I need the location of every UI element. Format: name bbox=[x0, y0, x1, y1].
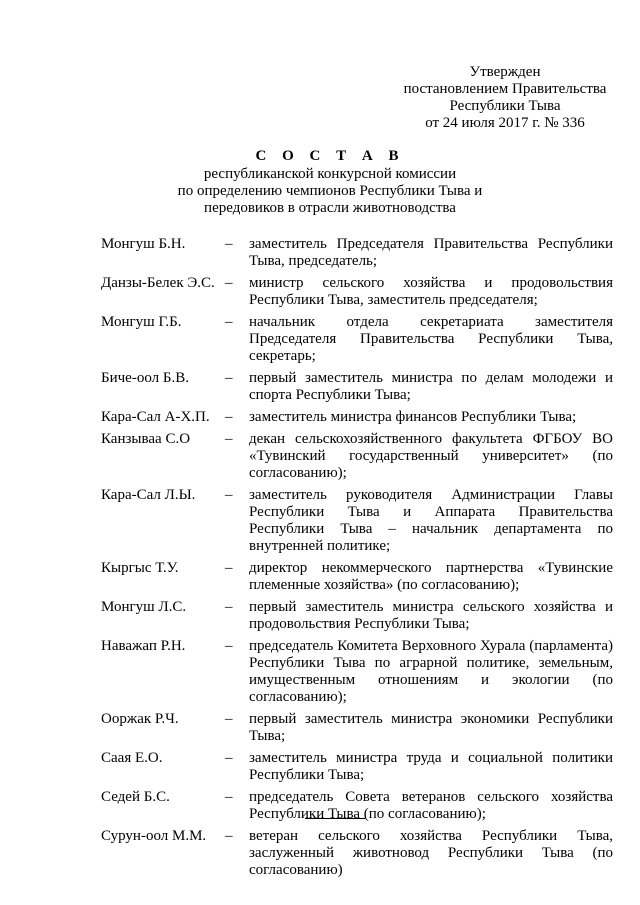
dash-separator: – bbox=[225, 431, 233, 447]
dash-separator: – bbox=[225, 638, 233, 654]
member-role: заместитель министра финансов Республики Тыва; bbox=[249, 409, 577, 425]
dash-separator: – bbox=[225, 560, 233, 576]
dash-separator: – bbox=[225, 828, 233, 844]
approval-line: постановлением Правительства bbox=[403, 81, 607, 97]
dash-separator: – bbox=[225, 599, 233, 615]
document-title: С О С Т А В bbox=[255, 148, 405, 164]
member-role: председатель Совета ветеранов сельского хозяйства Республики Тыва (по согласованию); bbox=[249, 789, 613, 822]
member-name: Данзы-Белек Э.С. bbox=[101, 275, 215, 291]
dash-separator: – bbox=[225, 711, 233, 727]
member-row bbox=[101, 711, 613, 745]
dash-separator: – bbox=[225, 789, 233, 805]
member-row bbox=[101, 370, 613, 404]
dash-separator: – bbox=[225, 370, 233, 386]
member-name: Монгуш Л.С. bbox=[101, 599, 187, 615]
member-row bbox=[101, 487, 613, 555]
members-list bbox=[101, 236, 613, 884]
member-name: Биче-оол Б.В. bbox=[101, 370, 189, 386]
member-row bbox=[101, 599, 613, 633]
member-row bbox=[101, 638, 613, 706]
member-role: председатель Комитета Верховного Хурала (парламента) Республики Тыва по аграрной политике, земельным, имущественным отношениям и экологии (по согласованию); bbox=[249, 638, 613, 705]
member-role: ветеран сельского хозяйства Республики Тыва, заслуженный животновод Республики Тыва (по согласованию) bbox=[249, 828, 613, 878]
member-name: Канзываа С.О bbox=[101, 431, 191, 447]
member-name: Сурун-оол М.М. bbox=[101, 828, 207, 844]
dash-separator: – bbox=[225, 487, 233, 503]
member-row bbox=[101, 560, 613, 594]
member-row bbox=[101, 431, 613, 482]
member-role: заместитель руководителя Администрации Главы Республики Тыва и Аппарата Правительства Республики Тыва – начальник департамента по внутренней политике; bbox=[249, 487, 613, 554]
member-role: начальник отдела секретариата заместителя Председателя Правительства Республики Тыва, секретарь; bbox=[249, 314, 613, 364]
member-name: Кыргыс Т.У. bbox=[101, 560, 179, 576]
member-role: директор некоммерческого партнерства «Тувинские племенные хозяйства» (по согласованию); bbox=[249, 560, 613, 593]
end-divider bbox=[305, 818, 365, 819]
document-title-block bbox=[100, 148, 560, 217]
member-row bbox=[101, 314, 613, 365]
member-name: Кара-Сал Л.Ы. bbox=[101, 487, 196, 503]
member-row bbox=[101, 828, 613, 879]
approval-stamp bbox=[380, 64, 630, 132]
member-name: Седей Б.С. bbox=[101, 789, 170, 805]
dash-separator: – bbox=[225, 750, 233, 766]
title-subline: республиканской конкурсной комиссии bbox=[203, 166, 457, 182]
member-role: декан сельскохозяйственного факультета ФГБОУ ВО «Тувинский государственный университет» (по согласованию); bbox=[249, 431, 613, 481]
approval-line: Республики Тыва bbox=[449, 98, 561, 114]
dash-separator: – bbox=[225, 236, 233, 252]
dash-separator: – bbox=[225, 314, 233, 330]
member-name: Монгуш Г.Б. bbox=[101, 314, 182, 330]
member-name: Ооржак Р.Ч. bbox=[101, 711, 179, 727]
title-subline: по определению чемпионов Республики Тыва и bbox=[177, 183, 483, 199]
member-row bbox=[101, 236, 613, 270]
approval-line: Утвержден bbox=[469, 64, 541, 80]
member-name: Наважап Р.Н. bbox=[101, 638, 186, 654]
member-row bbox=[101, 750, 613, 784]
member-role: первый заместитель министра по делам молодежи и спорта Республики Тыва; bbox=[249, 370, 613, 403]
member-role: заместитель министра труда и социальной политики Республики Тыва; bbox=[249, 750, 613, 783]
member-name: Кара-Сал А-Х.П. bbox=[101, 409, 210, 425]
dash-separator: – bbox=[225, 409, 233, 425]
member-name: Саая Е.О. bbox=[101, 750, 163, 766]
dash-separator: – bbox=[225, 275, 233, 291]
member-role: первый заместитель министра сельского хозяйства и продовольствия Республики Тыва; bbox=[249, 599, 613, 632]
approval-date: от 24 июля 2017 г. № 336 bbox=[425, 115, 585, 131]
member-role: заместитель Председателя Правительства Республики Тыва, председатель; bbox=[249, 236, 613, 269]
member-role: министр сельского хозяйства и продовольствия Республики Тыва, заместитель председателя; bbox=[249, 275, 613, 308]
member-name: Монгуш Б.Н. bbox=[101, 236, 186, 252]
member-row bbox=[101, 275, 613, 309]
title-subline: передовиков в отрасли животноводства bbox=[204, 200, 456, 216]
member-role: первый заместитель министра экономики Республики Тыва; bbox=[249, 711, 613, 744]
member-row bbox=[101, 409, 613, 426]
